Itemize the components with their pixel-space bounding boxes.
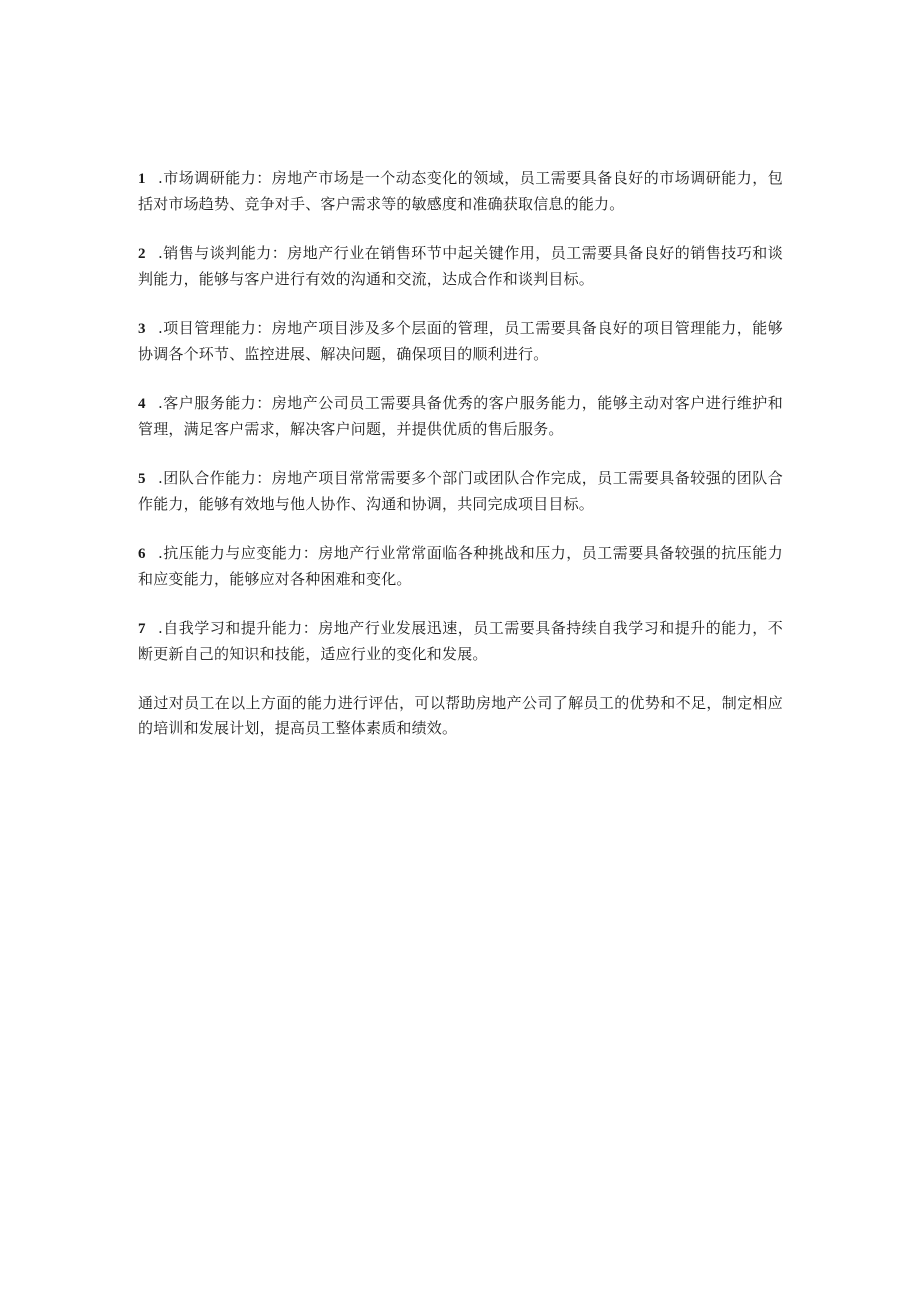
item-text: .市场调研能力：房地产市场是一个动态变化的领域，员工需要具备良好的市场调研能力，包括对市场趋势、竞争对手、客户需求等的敏感度和准确获取信息的能力。 <box>138 169 783 213</box>
list-item-2 <box>138 241 783 292</box>
item-number: 6 <box>138 546 146 562</box>
item-text: .客户服务能力：房地产公司员工需要具备优秀的客户服务能力，能够主动对客户进行维护和管理，满足客户需求，解决客户问题，并提供优质的售后服务。 <box>138 394 783 438</box>
item-number: 7 <box>138 621 146 637</box>
item-number: 3 <box>138 321 146 337</box>
document-body <box>138 166 783 741</box>
summary-paragraph: 通过对员工在以上方面的能力进行评估，可以帮助房地产公司了解员工的优势和不足，制定相应的培训和发展计划，提高员工整体素质和绩效。 <box>138 694 783 737</box>
item-text: .自我学习和提升能力：房地产行业发展迅速，员工需要具备持续自我学习和提升的能力，不断更新自己的知识和技能，适应行业的变化和发展。 <box>138 619 783 663</box>
item-text: .抗压能力与应变能力：房地产行业常常面临各种挑战和压力，员工需要具备较强的抗压能力和应变能力，能够应对各种困难和变化。 <box>138 544 783 588</box>
item-number: 5 <box>138 471 146 487</box>
list-item-5 <box>138 466 783 517</box>
list-item-4 <box>138 391 783 442</box>
item-text: .销售与谈判能力：房地产行业在销售环节中起关键作用，员工需要具备良好的销售技巧和谈判能力，能够与客户进行有效的沟通和交流，达成合作和谈判目标。 <box>138 244 783 288</box>
list-item-7 <box>138 616 783 667</box>
list-item-6 <box>138 541 783 592</box>
list-item-1 <box>138 166 783 217</box>
item-number: 1 <box>138 171 146 187</box>
list-item-3 <box>138 316 783 367</box>
item-text: .项目管理能力：房地产项目涉及多个层面的管理，员工需要具备良好的项目管理能力，能够协调各个环节、监控进展、解决问题，确保项目的顺利进行。 <box>138 319 783 363</box>
item-text: .团队合作能力：房地产项目常常需要多个部门或团队合作完成，员工需要具备较强的团队合作能力，能够有效地与他人协作、沟通和协调，共同完成项目目标。 <box>138 469 783 513</box>
item-number: 2 <box>138 246 146 262</box>
item-number: 4 <box>138 396 146 412</box>
